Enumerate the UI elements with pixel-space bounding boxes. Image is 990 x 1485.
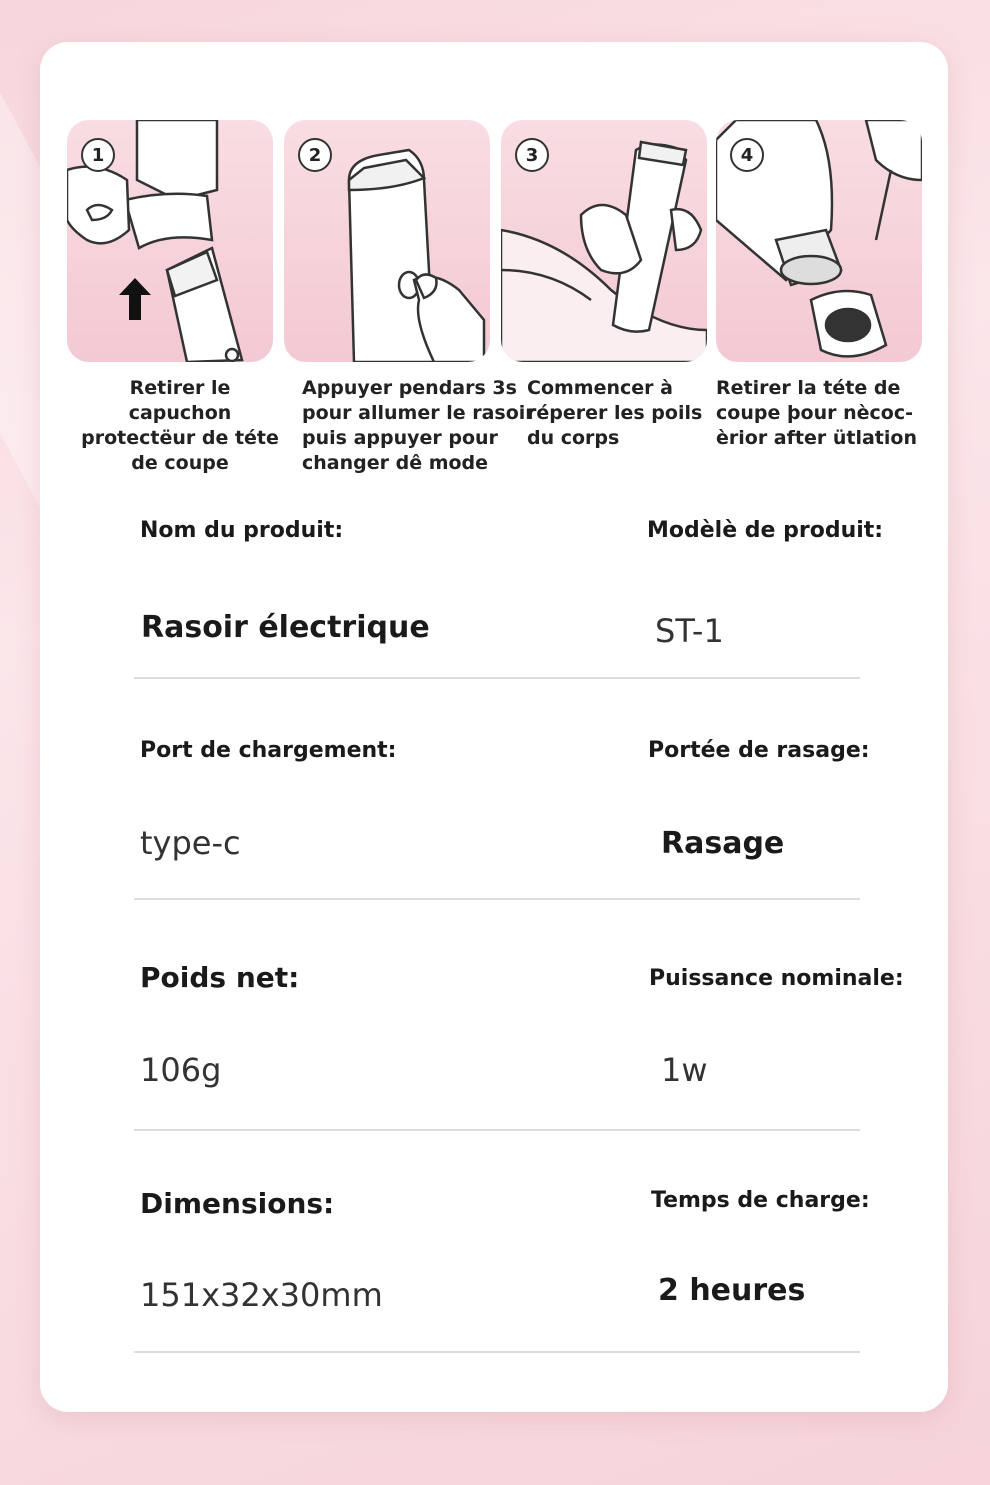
step-3-caption: Commencer à réperer les poils du corps [527,377,703,449]
step-4-illustration [716,120,922,362]
step-1-illustration [67,120,273,362]
step-3-number: 3 [515,138,549,172]
divider [134,677,860,679]
charging-port-value: type-c [140,824,241,862]
product-name-label: Nom du produit: [140,518,344,543]
charging-port-label: Port de chargement: [140,738,397,763]
step-1-number: 1 [81,138,115,172]
product-model-value: ST-1 [655,612,724,650]
dimensions-value: 151x32x30mm [140,1276,383,1314]
shaving-range-label: Portée de rasage: [648,738,870,763]
rated-power-value: 1w [661,1051,708,1089]
charge-time-value: 2 heures [658,1273,806,1308]
charge-time-label: Temps de charge: [651,1188,870,1213]
step-2-caption: Appuyer pendars 3s pour allumer le rasoir puis appuyer pour changer dê mode [302,377,535,474]
step-4-number: 4 [730,138,764,172]
step-2-number: 2 [298,138,332,172]
divider [134,898,860,900]
shaving-range-value: Rasage [661,826,785,861]
step-2-illustration [284,120,490,362]
step-4-caption: Retirer la téte de coupe þour nècoc- èrior after ütlation [716,377,917,449]
net-weight-label: Poids net: [140,961,300,994]
rated-power-label: Puissance nominale: [649,966,904,991]
divider [134,1129,860,1131]
step-3-illustration [501,120,707,362]
product-model-label: Modèlè de produit: [647,518,884,543]
net-weight-value: 106g [140,1051,222,1089]
divider [134,1351,860,1353]
step-1-caption: Retirer le capuchon protectëur de téte de coupe [81,377,279,474]
product-name-value: Rasoir électrique [141,610,430,645]
dimensions-label: Dimensions: [140,1187,335,1220]
